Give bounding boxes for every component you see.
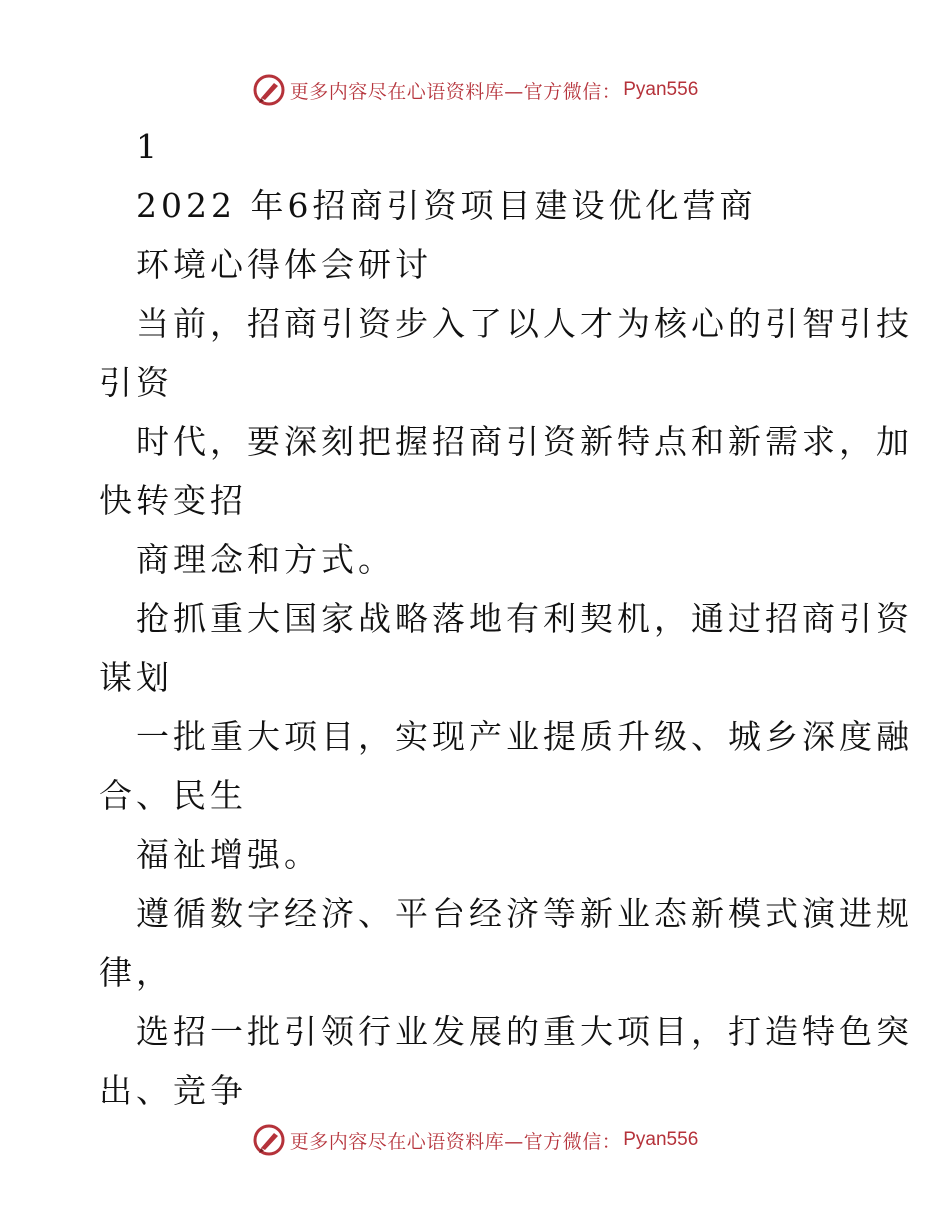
paragraph-line: 时代，要深刻把握招商引资新特点和新需求，加 [136, 422, 913, 461]
paragraph-line: 一批重大项目，实现产业提质升级、城乡深度融 [136, 717, 913, 756]
paragraph-line: 抢抓重大国家战略落地有利契机，通过招商引资 [136, 599, 913, 638]
paragraph-line: 出、竞争 [99, 1071, 247, 1110]
header-banner-wechat-id: Pyan556 [623, 79, 699, 100]
header-banner-text: 更多内容尽在心语资料库—官方微信： [289, 80, 622, 103]
page-number: 1 [136, 127, 161, 166]
footer-banner [0, 1120, 950, 1160]
paragraph-line: 遵循数字经济、平台经济等新业态新模式演进规 [136, 894, 913, 933]
paragraph-line: 当前，招商引资步入了以人才为核心的引智引技 [136, 304, 913, 343]
document-title-line-2: 环境心得体会研讨 [136, 245, 432, 284]
paragraph-line: 选招一批引领行业发展的重大项目，打造特色突 [136, 1012, 913, 1051]
document-title-line-1: 2022 年6招商引资项目建设优化营商 [136, 186, 757, 225]
footer-banner-wechat-id: Pyan556 [623, 1129, 699, 1150]
paragraph-line: 合、民生 [99, 776, 247, 815]
paragraph-line: 商理念和方式。 [136, 540, 395, 579]
header-banner [0, 70, 950, 110]
paragraph-line: 律， [99, 953, 173, 992]
paragraph-line: 谋划 [99, 658, 173, 697]
pen-logo-icon [252, 1123, 286, 1157]
footer-banner-text: 更多内容尽在心语资料库—官方微信： [289, 1130, 622, 1153]
paragraph-line: 引资 [99, 363, 173, 402]
paragraph-line: 快转变招 [99, 481, 247, 520]
paragraph-line: 福祉增强。 [136, 835, 321, 874]
pen-logo-icon [252, 73, 286, 107]
